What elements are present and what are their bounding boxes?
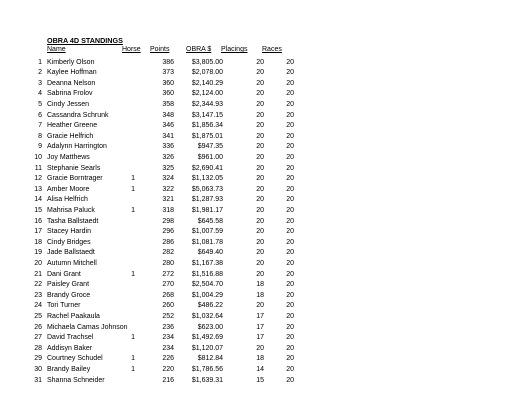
table-row [0,142,518,153]
rank-cell: 19 [34,249,42,257]
obra-cell: $3,147.15 [191,111,223,119]
placings-cell: 17 [256,334,264,342]
name-cell: Tasha Ballstaedt [47,217,99,225]
obra-cell: $1,032.64 [191,312,223,320]
points-cell: 282 [162,249,174,257]
rank-cell: 15 [34,206,42,214]
placings-cell: 20 [256,132,264,140]
rank-cell: 5 [38,100,42,108]
table-row [0,238,518,249]
points-cell: 318 [162,206,174,214]
points-cell: 280 [162,259,174,267]
name-cell: Cassandra Schrunk [47,111,109,119]
points-cell: 220 [162,365,174,373]
table-row [0,164,518,175]
points-cell: 336 [162,143,174,151]
name-cell: Gracie Helfrich [47,132,94,140]
table-row [0,58,518,69]
points-cell: 226 [162,355,174,363]
placings-cell: 20 [256,90,264,98]
obra-cell: $486.22 [197,302,223,310]
name-cell: Sabrina Frolov [47,90,93,98]
rank-cell: 2 [38,69,42,77]
name-cell: Autumn Mitchell [47,259,97,267]
points-cell: 321 [162,196,174,204]
rank-cell: 26 [34,323,42,331]
placings-cell: 20 [256,344,264,352]
table-row [0,259,518,270]
races-cell: 20 [286,58,294,66]
placings-cell: 20 [256,238,264,246]
placings-cell: 20 [256,196,264,204]
races-cell: 20 [286,111,294,119]
races-cell: 20 [286,376,294,384]
obra-cell: $623.00 [197,323,223,331]
rank-cell: 4 [38,90,42,98]
races-cell: 20 [286,270,294,278]
placings-cell: 20 [256,153,264,161]
rank-cell: 22 [34,281,42,289]
name-cell: David Trachsel [47,334,94,342]
horse-cell: 1 [131,355,135,363]
races-cell: 20 [286,122,294,130]
horse-cell: 1 [131,185,135,193]
name-cell: Brandy Bailey [47,365,91,373]
name-cell: Alisa Helfrich [47,196,88,204]
table-row [0,280,518,291]
points-cell: 298 [162,217,174,225]
name-cell: Paisley Grant [47,281,90,289]
table-row [0,217,518,228]
placings-cell: 20 [256,175,264,183]
header-name: Name [47,46,66,53]
name-cell: Gracie Borntrager [47,175,103,183]
races-cell: 20 [286,217,294,225]
obra-cell: $2,344.93 [191,100,223,108]
name-cell: Heather Greene [47,122,98,130]
table-row [0,365,518,376]
placings-cell: 20 [256,228,264,236]
rank-cell: 23 [34,291,42,299]
obra-cell: $2,124.00 [191,90,223,98]
placings-cell: 17 [256,323,264,331]
name-cell: Shanna Schneider [47,376,105,384]
rank-cell: 18 [34,238,42,246]
obra-cell: $961.00 [197,153,223,161]
rank-cell: 28 [34,344,42,352]
races-cell: 20 [286,196,294,204]
races-cell: 20 [286,90,294,98]
table-row [0,174,518,185]
obra-cell: $1,287.93 [191,196,223,204]
rank-cell: 17 [34,228,42,236]
table-row [0,312,518,323]
placings-cell: 18 [256,291,264,299]
points-cell: 286 [162,238,174,246]
rank-cell: 14 [34,196,42,204]
points-cell: 234 [162,334,174,342]
placings-cell: 18 [256,281,264,289]
name-cell: Mahrisa Paluck [47,206,95,214]
header-placings: Placings [221,46,248,53]
races-cell: 20 [286,259,294,267]
points-cell: 324 [162,175,174,183]
name-cell: Addisyn Baker [47,344,93,352]
placings-cell: 20 [256,259,264,267]
table-row [0,132,518,143]
name-cell: Tori Turner [47,302,81,310]
table-row [0,121,518,132]
table-row [0,333,518,344]
placings-cell: 20 [256,249,264,257]
points-cell: 270 [162,281,174,289]
races-cell: 20 [286,206,294,214]
horse-cell: 1 [131,206,135,214]
rank-cell: 24 [34,302,42,310]
points-cell: 386 [162,58,174,66]
points-cell: 234 [162,344,174,352]
obra-cell: $1,120.07 [191,344,223,352]
obra-cell: $1,856.34 [191,122,223,130]
points-cell: 360 [162,90,174,98]
points-cell: 373 [162,69,174,77]
table-row [0,79,518,90]
races-cell: 20 [286,355,294,363]
placings-cell: 15 [256,376,264,384]
name-cell: Cindy Jessen [47,100,90,108]
races-cell: 20 [286,302,294,310]
placings-cell: 14 [256,365,264,373]
races-cell: 20 [286,69,294,77]
name-cell: Stacey Hardin [47,228,91,236]
points-cell: 296 [162,228,174,236]
rank-cell: 3 [38,79,42,87]
obra-cell: $2,140.29 [191,79,223,87]
horse-cell: 1 [131,334,135,342]
rank-cell: 29 [34,355,42,363]
obra-cell: $2,690.41 [191,164,223,172]
points-cell: 216 [162,376,174,384]
name-cell: Jade Ballstaedt [47,249,95,257]
rank-cell: 6 [38,111,42,119]
points-cell: 341 [162,132,174,140]
obra-cell: $1,875.01 [191,132,223,140]
placings-cell: 20 [256,143,264,151]
rank-cell: 9 [38,143,42,151]
horse-cell: 1 [131,175,135,183]
placings-cell: 20 [256,69,264,77]
obra-cell: $1,492.69 [191,334,223,342]
table-row [0,354,518,365]
table-row [0,195,518,206]
placings-cell: 20 [256,122,264,130]
obra-cell: $1,516.88 [191,270,223,278]
races-cell: 20 [286,281,294,289]
name-cell: Michaela Camas Johnson [47,323,128,331]
name-cell: Adalynn Harrington [47,143,107,151]
placings-cell: 20 [256,164,264,172]
placings-cell: 20 [256,217,264,225]
obra-cell: $5,063.73 [191,185,223,193]
table-row [0,323,518,334]
placings-cell: 20 [256,270,264,278]
points-cell: 260 [162,302,174,310]
obra-cell: $947.35 [197,143,223,151]
rank-cell: 7 [38,122,42,130]
rank-cell: 13 [34,185,42,193]
obra-cell: $812.84 [197,355,223,363]
races-cell: 20 [286,291,294,299]
name-cell: Brandy Groce [47,291,91,299]
rank-cell: 8 [38,132,42,140]
placings-cell: 18 [256,355,264,363]
rank-cell: 25 [34,312,42,320]
points-cell: 252 [162,312,174,320]
placings-cell: 17 [256,312,264,320]
name-cell: Kimberly Olson [47,58,95,66]
points-cell: 268 [162,291,174,299]
obra-cell: $1,081.78 [191,238,223,246]
table-row [0,376,518,387]
placings-cell: 20 [256,100,264,108]
points-cell: 358 [162,100,174,108]
obra-cell: $1,004.29 [191,291,223,299]
points-cell: 322 [162,185,174,193]
obra-cell: $2,504.70 [191,281,223,289]
name-cell: Kaylee Hoffman [47,69,97,77]
races-cell: 20 [286,164,294,172]
horse-cell: 1 [131,270,135,278]
name-cell: Amber Moore [47,185,90,193]
races-cell: 20 [286,143,294,151]
horse-cell: 1 [131,365,135,373]
rank-cell: 10 [34,153,42,161]
points-cell: 326 [162,153,174,161]
obra-cell: $1,786.56 [191,365,223,373]
obra-cell: $3,805.00 [191,58,223,66]
name-cell: Courtney Schudel [47,355,103,363]
rank-cell: 27 [34,334,42,342]
table-row [0,111,518,122]
rank-cell: 12 [34,175,42,183]
races-cell: 20 [286,153,294,161]
obra-cell: $1,007.59 [191,228,223,236]
table-row [0,344,518,355]
races-cell: 20 [286,175,294,183]
table-row [0,248,518,259]
points-cell: 360 [162,79,174,87]
placings-cell: 20 [256,206,264,214]
points-cell: 272 [162,270,174,278]
obra-cell: $649.40 [197,249,223,257]
races-cell: 20 [286,312,294,320]
races-cell: 20 [286,334,294,342]
table-row [0,89,518,100]
rank-cell: 31 [34,376,42,384]
races-cell: 20 [286,132,294,140]
name-cell: Stephanie Searls [47,164,101,172]
rank-cell: 21 [34,270,42,278]
header-obra: OBRA $ [186,46,212,53]
name-cell: Rachel Paakaula [47,312,100,320]
races-cell: 20 [286,100,294,108]
races-cell: 20 [286,323,294,331]
sheet-title: OBRA 4D STANDINGS [47,36,123,45]
obra-cell: $1,132.05 [191,175,223,183]
table-row [0,270,518,281]
placings-cell: 20 [256,185,264,193]
table-row [0,68,518,79]
table-row [0,206,518,217]
obra-cell: $1,167.38 [191,259,223,267]
points-cell: 346 [162,122,174,130]
header-horse: Horse [122,46,141,53]
races-cell: 20 [286,249,294,257]
races-cell: 20 [286,238,294,246]
table-row [0,185,518,196]
points-cell: 348 [162,111,174,119]
rank-cell: 16 [34,217,42,225]
name-cell: Deanna Nelson [47,79,96,87]
obra-cell: $1,639.31 [191,376,223,384]
placings-cell: 20 [256,58,264,66]
name-cell: Joy Matthews [47,153,90,161]
obra-cell: $2,078.00 [191,69,223,77]
table-row [0,291,518,302]
obra-cell: $1,981.17 [191,206,223,214]
points-cell: 236 [162,323,174,331]
races-cell: 20 [286,79,294,87]
table-row [0,227,518,238]
obra-cell: $645.58 [197,217,223,225]
races-cell: 20 [286,185,294,193]
rank-cell: 20 [34,259,42,267]
rank-cell: 1 [38,58,42,66]
races-cell: 20 [286,344,294,352]
races-cell: 20 [286,228,294,236]
rank-cell: 11 [34,164,42,172]
name-cell: Cindy Bridges [47,238,91,246]
points-cell: 325 [162,164,174,172]
rank-cell: 30 [34,365,42,373]
placings-cell: 20 [256,79,264,87]
header-races: Races [262,46,282,53]
placings-cell: 20 [256,302,264,310]
table-row [0,153,518,164]
table-row [0,301,518,312]
name-cell: Dani Grant [47,270,81,278]
races-cell: 20 [286,365,294,373]
header-points: Points [150,46,170,53]
table-row [0,100,518,111]
placings-cell: 20 [256,111,264,119]
